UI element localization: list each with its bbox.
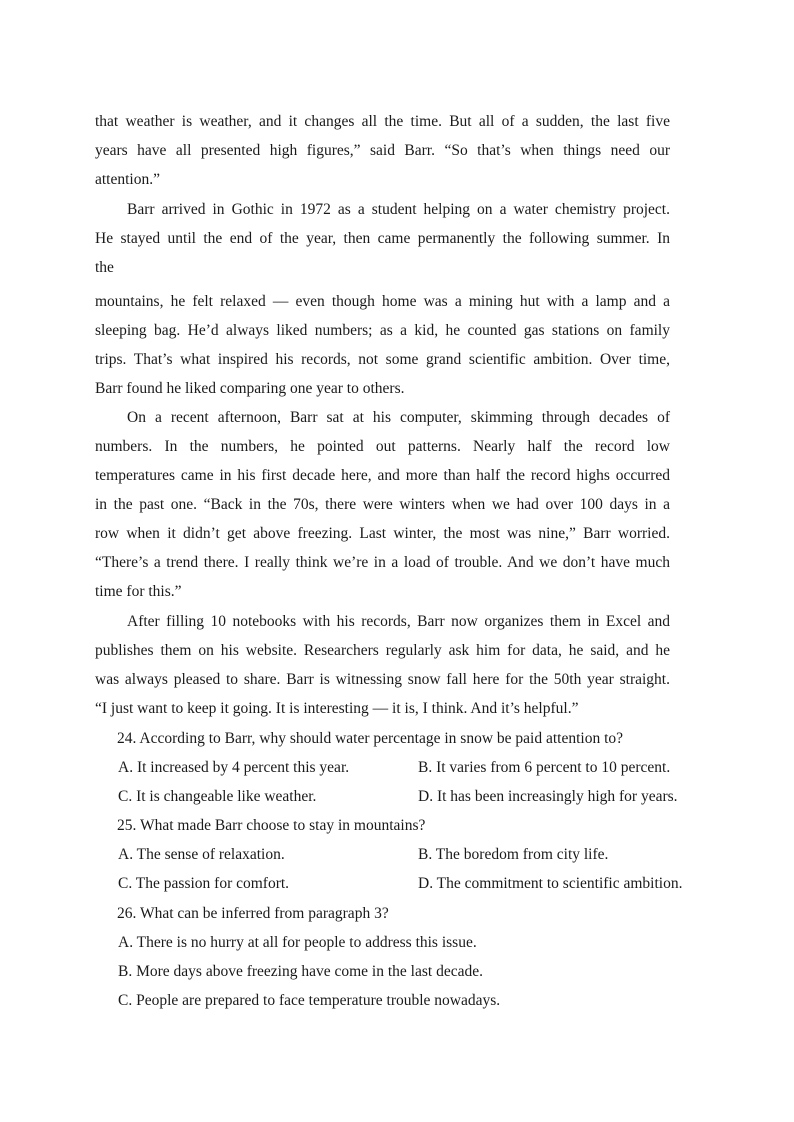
paragraph-1-line: attention.” [95, 171, 160, 188]
paragraph-2-line: sleeping bag. He’d always liked numbers; as a kid, he counted gas stations on family [95, 322, 670, 339]
question-25-option-c[interactable]: C. The passion for comfort. [118, 875, 290, 892]
question-25-option-d[interactable]: D. The commitment to scientific ambition. [418, 875, 683, 892]
paragraph-2-line: mountains, he felt relaxed — even though home was a mining hut with a lamp and a [95, 293, 670, 310]
paragraph-4-line: “I just want to keep it going. It is interesting — it is, I think. And it’s helpful.” [95, 700, 579, 717]
paragraph-3-line: On a recent afternoon, Barr sat at his computer, skimming through decades of [127, 409, 670, 426]
question-25-option-a[interactable]: A. The sense of relaxation. [118, 846, 285, 863]
paragraph-3-line: numbers. In the numbers, he pointed out patterns. Nearly half the record low [95, 438, 670, 455]
paragraph-2-line: the [95, 259, 114, 276]
question-24-option-d[interactable]: D. It has been increasingly high for years. [418, 788, 678, 805]
paragraph-3-line: row when it didn’t get above freezing. Last winter, the most was nine,” Barr worried. [95, 525, 670, 542]
paragraph-1-line: years have all presented high figures,” said Barr. “So that’s when things need our [95, 142, 670, 159]
question-26-option-b[interactable]: B. More days above freezing have come in the last decade. [118, 963, 483, 980]
paragraph-2-line: He stayed until the end of the year, then came permanently the following summer. In [95, 230, 670, 247]
paragraph-1-line: that weather is weather, and it changes all the time. But all of a sudden, the last five [95, 113, 670, 130]
paragraph-3-line: in the past one. “Back in the 70s, there were winters when we had over 100 days in a [95, 496, 670, 513]
paragraph-3-line: time for this.” [95, 583, 182, 600]
question-26-option-c[interactable]: C. People are prepared to face temperature trouble nowadays. [118, 992, 501, 1009]
question-24-stem: 24. According to Barr, why should water percentage in snow be paid attention to? [117, 730, 624, 747]
paragraph-4-line: publishes them on his website. Researchers regularly ask him for data, he said, and he [95, 642, 670, 659]
question-24-option-a[interactable]: A. It increased by 4 percent this year. [118, 759, 350, 776]
question-26-stem: 26. What can be inferred from paragraph 3? [117, 905, 389, 922]
question-24-option-b[interactable]: B. It varies from 6 percent to 10 percent. [418, 759, 671, 776]
question-25-stem: 25. What made Barr choose to stay in mountains? [117, 817, 426, 834]
question-24-option-c[interactable]: C. It is changeable like weather. [118, 788, 317, 805]
question-25-option-b[interactable]: B. The boredom from city life. [418, 846, 609, 863]
paragraph-4-line: After filling 10 notebooks with his records, Barr now organizes them in Excel and [127, 613, 670, 630]
paragraph-2-line: Barr arrived in Gothic in 1972 as a student helping on a water chemistry project. [127, 201, 670, 218]
paragraph-2-line: Barr found he liked comparing one year to others. [95, 380, 405, 397]
paragraph-2-line: trips. That’s what inspired his records, not some grand scientific ambition. Over time, [95, 351, 670, 368]
question-26-option-a[interactable]: A. There is no hurry at all for people to address this issue. [118, 934, 477, 951]
paragraph-3-line: “There’s a trend there. I really think we’re in a load of trouble. And we don’t have much [95, 554, 670, 571]
paragraph-4-line: was always pleased to share. Barr is witnessing snow fall here for the 50th year straight. [95, 671, 670, 688]
paragraph-3-line: temperatures came in his first decade here, and more than half the record highs occurred [95, 467, 670, 484]
